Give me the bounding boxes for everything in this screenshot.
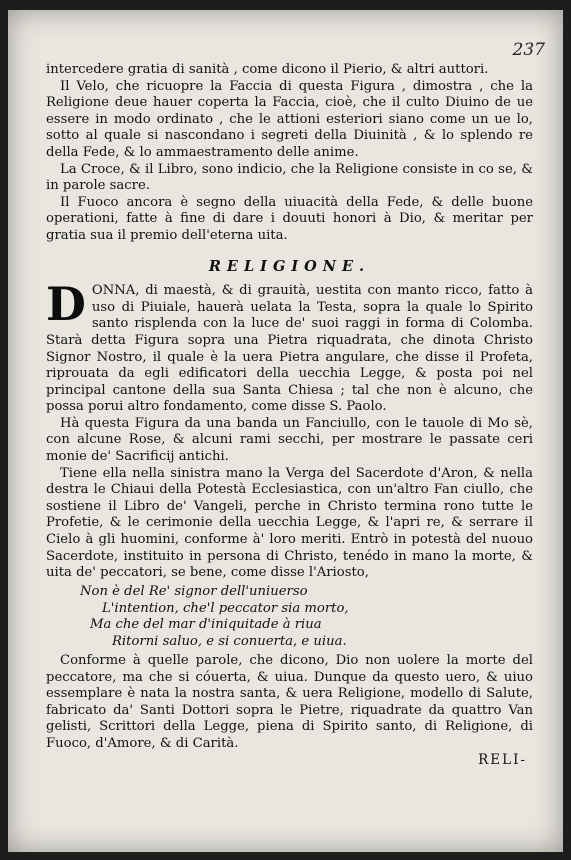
page-number: 237	[512, 40, 545, 60]
book-page	[8, 10, 563, 852]
paragraph-intro-2: Il Velo, che ricuopre la Faccia di questa Figura , dimostra , che la Religione deue hauer coperta la Faccia, cioè, che il culto Diuino de ue essere in modo ordinato , che le attioni esteriori siano come un ue lo, sotto al quale si nascondano i segreti della Diuinità , & lo splendo re della Fede, & lo ammaestramento delle anime.	[46, 78, 533, 160]
page-text	[46, 62, 533, 753]
paragraph-body-1-text: ONNA, di maestà, & di grauità, uestita con manto ricco, fatto à uso di Piuiale, hauerà uelata la Testa, sopra la quale lo Spirito santo risplenda con la luce de' suoi raggi in forma di Colomba. Starà detta Figura sopra una Pietra riquadrata, che dinota Christo Signor Nostro, il quale è la uera Pietra angulare, che disse il Profeta, riprouata da egli edificatori della uecchia Legge, & posta poi nel principal cantone della sua Santa Chiesa ; tal che non è alcuno, che possa porui altro fondamento, come disse S. Paolo.	[46, 283, 533, 415]
paragraph-body-1	[46, 277, 533, 416]
paragraph-body-3: Tiene ella nella sinistra mano la Verga del Sacerdote d'Aron, & nella destra le Chiaui della Potestà Ecclesiastica, con un'altro Fan ciullo, che sostiene il Libro de' Vangeli, perche in Christo termina rono tutte le Profetie, & le cerimonie della uecchia Legge, & l'apri re, & serrare il Cielo à gli huomini, conforme à' loro meriti. Entrò in potestà del nuouo Sacerdote, instituito in persona di Christo, tenédo in mano la morte, & uita de' peccatori, se bene, come disse l'Ariosto,	[46, 465, 533, 581]
paragraph-closing: Conforme à quelle parole, che dicono, Dio non uolere la morte del peccatore, ma che si cóuerta, & uiua. Dunque da questo uero, & uiuo essemplare è nata la nostra santa, & uera Religione, modello di Salute, fabricato da' Santi Dottori sopra le Pietre, riquadrate da quattro Van gelisti, Scrittori della Legge, piena di Spirito santo, di Religione, di Fuoco, d'Amore, & di Carità.	[46, 653, 533, 751]
paragraph-body-2: Hà questa Figura da una banda un Fanciullo, con le tauole di Mo sè, con alcune Rose, & alcuni rami secchi, per mostrare le passate ceri monie de' Sacrificij antichi.	[46, 415, 533, 465]
verse-line-4: Ritorni saluo, e si conuerta, e uiua.	[112, 634, 347, 650]
paragraph-intro-1: intercedere gratia di sanità , come dicono il Pierio, & altri auttori.	[46, 62, 489, 77]
verse-block	[80, 584, 533, 651]
catchword: RELI-	[478, 752, 527, 768]
section-title: RELIGIONE.	[208, 257, 371, 275]
verse-line-3: Ma che del mar d'iniquitade à riua	[90, 617, 322, 633]
paragraph-intro-4: Il Fuoco ancora è segno della uiuacità della Fede, & delle buone operationi, fatte à fine di dare i douuti honori à Dio, & meritar per gratia sua il premio dell'eterna uita.	[46, 194, 533, 243]
verse-line-2: L'intention, che'l peccator sia morto,	[102, 600, 349, 616]
verse-line-1: Non è del Re' signor dell'uniuerso	[80, 583, 308, 599]
dropcap-letter: D	[46, 277, 86, 332]
paragraph-intro-3: La Croce, & il Libro, sono indicio, che la Religione consiste in co se, & in parole sacre.	[46, 161, 533, 194]
